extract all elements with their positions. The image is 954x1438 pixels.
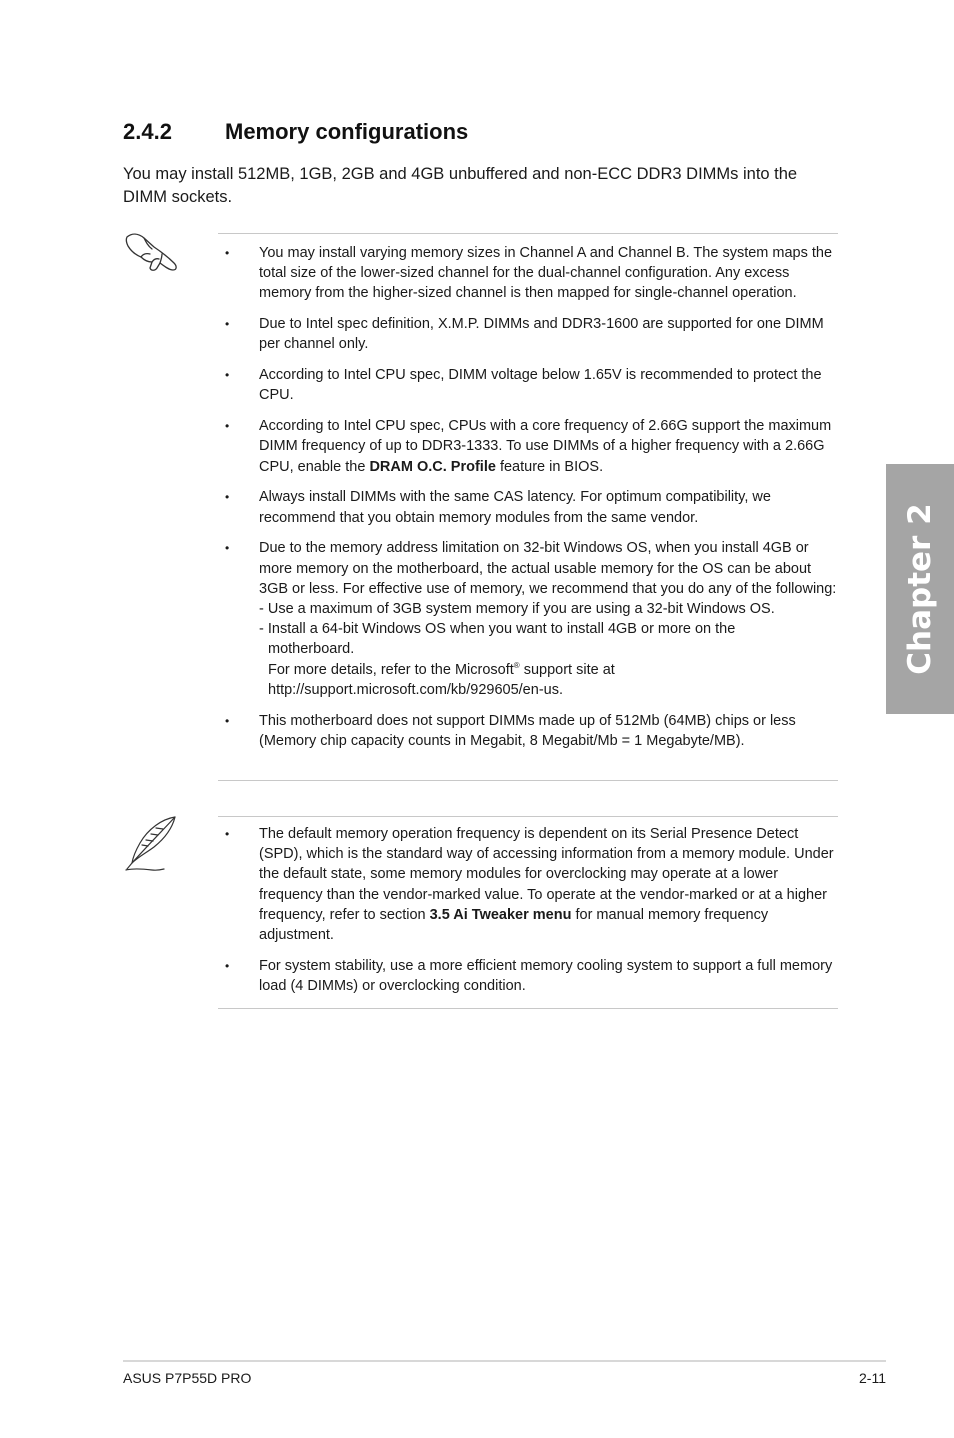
footer-product-name: ASUS P7P55D PRO bbox=[123, 1370, 252, 1386]
list-item: • You may install varying memory sizes in Channel A and Channel B. The system maps the total size of the lower-sized channel for the dual-channel configuration. Any excess memory from the higher-sized channel is then mapped for single-channel operation. bbox=[225, 245, 833, 302]
list-item: • According to Intel CPU spec, DIMM voltage below 1.65V is recommended to protect the CPU. bbox=[225, 367, 822, 404]
chapter-label: Chapter 2 bbox=[902, 503, 938, 675]
bullet: • bbox=[225, 368, 230, 383]
list-item: • The default memory operation frequency is dependent on its Serial Presence Detect (SPD), which is the standard way of accessing information from a memory module. Under the default state, some memory modules for overclocking may operate at a lower frequency than the vendor-marked value. To operate at the vendor-marked or at a higher frequency, refer to section 3.5 Ai Tweaker menu for manual memory frequency adjustment. bbox=[225, 826, 834, 944]
support-url: http://support.microsoft.com/kb/929605/en-us. bbox=[268, 681, 563, 698]
bullet: • bbox=[225, 246, 230, 260]
list-item: • For system stability, use a more efficient memory cooling system to support a full memory load (4 DIMMs) or overclocking condition. bbox=[225, 957, 833, 995]
list-item: • Always install DIMMs with the same CAS latency. For optimum compatibility, we recommend that you obtain memory modules from the same vendor. bbox=[225, 489, 771, 526]
list-item: • Due to Intel spec definition, X.M.P. DIMMs and DDR3-1600 are supported for one DIMM per channel only. bbox=[225, 316, 824, 353]
footer-divider bbox=[123, 1360, 886, 1362]
caution-box bbox=[218, 233, 838, 781]
note-list bbox=[218, 817, 838, 996]
footer-page-number: 2-11 bbox=[859, 1370, 886, 1386]
bullet: • bbox=[225, 713, 230, 728]
section-number: 2.4.2 bbox=[123, 119, 172, 144]
chapter-tab bbox=[886, 464, 954, 714]
feather-pen-icon bbox=[122, 815, 180, 873]
list-item: • Due to the memory address limitation on 32-bit Windows OS, when you install 4GB or more memory on the motherboard, the actual usable memory for the OS can be about 3GB or less. For effective use of memory, we recommend that you do any of the following: - Use a maximum of 3GB system memory if you are using a 32-bit Windows OS. - Install a 64-bit Windows OS when you want to install 4GB or more on the motherboard. For more details, refer to the Microsoft® support site at http://support.microsoft.com/kb/929605/en-us. bbox=[218, 538, 838, 700]
list-item: • This motherboard does not support DIMMs made up of 512Mb (64MB) chips or less (Memory chip capacity counts in Megabit, 8 Megabit/Mb = 1 Megabyte/MB). bbox=[225, 712, 796, 749]
hand-pointing-icon bbox=[124, 229, 180, 275]
bullet: • bbox=[225, 958, 230, 973]
bullet: • bbox=[225, 490, 230, 505]
bullet: • bbox=[225, 827, 230, 841]
section-title: Memory configurations bbox=[225, 119, 469, 144]
note-box bbox=[218, 816, 838, 1009]
list-item: • According to Intel CPU spec, CPUs with a core frequency of 2.66G support the maximum DIMM frequency of up to DDR3-1333. To use DIMMs of a higher frequency with a 2.66G CPU, enable the DRAM O.C. Profile feature in BIOS. bbox=[225, 418, 832, 475]
caution-list bbox=[218, 234, 838, 751]
bullet: • bbox=[225, 317, 230, 332]
bold-term: DRAM O.C. Profile bbox=[369, 458, 496, 475]
bullet: • bbox=[225, 419, 230, 434]
bold-term: 3.5 Ai Tweaker menu bbox=[429, 906, 572, 923]
section-heading bbox=[123, 119, 468, 145]
intro-paragraph: You may install 512MB, 1GB, 2GB and 4GB unbuffered and non-ECC DDR3 DIMMs into the DIMM sockets. bbox=[123, 165, 798, 206]
bullet: • bbox=[225, 541, 230, 556]
